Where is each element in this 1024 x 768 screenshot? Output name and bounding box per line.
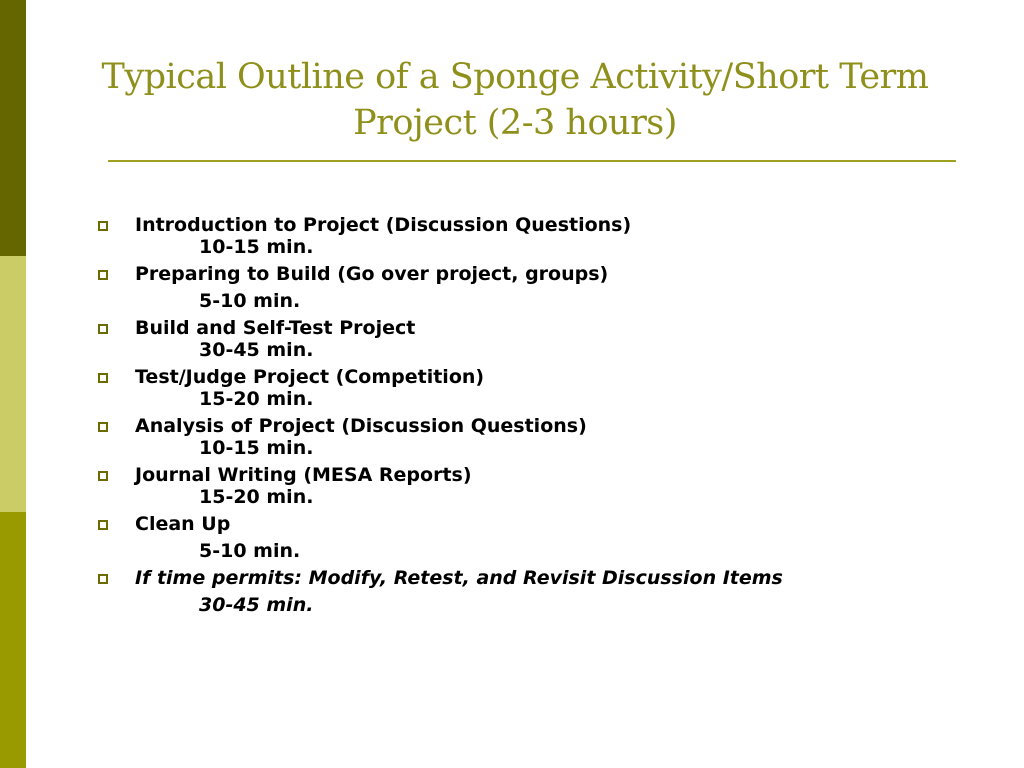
agenda-item-duration: 10-15 min.: [199, 437, 314, 459]
square-bullet-icon: [98, 270, 108, 280]
agenda-item-duration: 5-10 min.: [199, 290, 301, 312]
slide-title-line-2: Project (2-3 hours): [353, 103, 677, 143]
agenda-item-label: Analysis of Project (Discussion Questions): [135, 415, 587, 437]
agenda-item-duration: 30-45 min.: [199, 339, 314, 361]
agenda-item-duration: 10-15 min.: [199, 236, 314, 258]
square-bullet-icon: [98, 324, 108, 334]
agenda-item-duration: 5-10 min.: [199, 540, 301, 562]
square-bullet-icon: [98, 221, 108, 231]
square-bullet-icon: [98, 422, 108, 432]
agenda-item-journal: [96, 464, 956, 508]
agenda-item-test-judge: [96, 366, 956, 410]
agenda-item-duration: 15-20 min.: [199, 486, 314, 508]
agenda-item-label: Journal Writing (MESA Reports): [135, 464, 472, 486]
agenda-item-build: [96, 317, 956, 361]
agenda-item-label: Introduction to Project (Discussion Questions): [135, 214, 632, 236]
agenda-item-label: Clean Up: [135, 513, 231, 535]
square-bullet-icon: [98, 574, 108, 584]
agenda-item-introduction: [96, 214, 956, 258]
agenda-item-preparing: [96, 263, 956, 312]
slide-title-line-1: Typical Outline of a Sponge Activity/Short Term: [101, 57, 929, 97]
agenda-item-label: Test/Judge Project (Competition): [135, 366, 485, 388]
agenda-item-analysis: [96, 415, 956, 459]
side-bar-segment-bottom: [0, 512, 26, 768]
square-bullet-icon: [98, 471, 108, 481]
agenda-list: [96, 214, 956, 621]
agenda-item-duration: 30-45 min.: [199, 594, 314, 616]
square-bullet-icon: [98, 373, 108, 383]
agenda-item-clean-up: [96, 513, 956, 562]
side-color-bar: [0, 0, 26, 768]
agenda-item-label: If time permits: Modify, Retest, and Revisit Discussion Items: [135, 567, 783, 589]
slide-title: [60, 54, 970, 146]
agenda-item-label: Preparing to Build (Go over project, groups): [135, 263, 609, 285]
title-underline: [108, 160, 956, 162]
side-bar-segment-middle: [0, 256, 26, 512]
agenda-item-duration: 15-20 min.: [199, 388, 314, 410]
agenda-item-label: Build and Self-Test Project: [135, 317, 416, 339]
side-bar-segment-top: [0, 0, 26, 256]
agenda-item-optional: [96, 567, 956, 616]
square-bullet-icon: [98, 520, 108, 530]
